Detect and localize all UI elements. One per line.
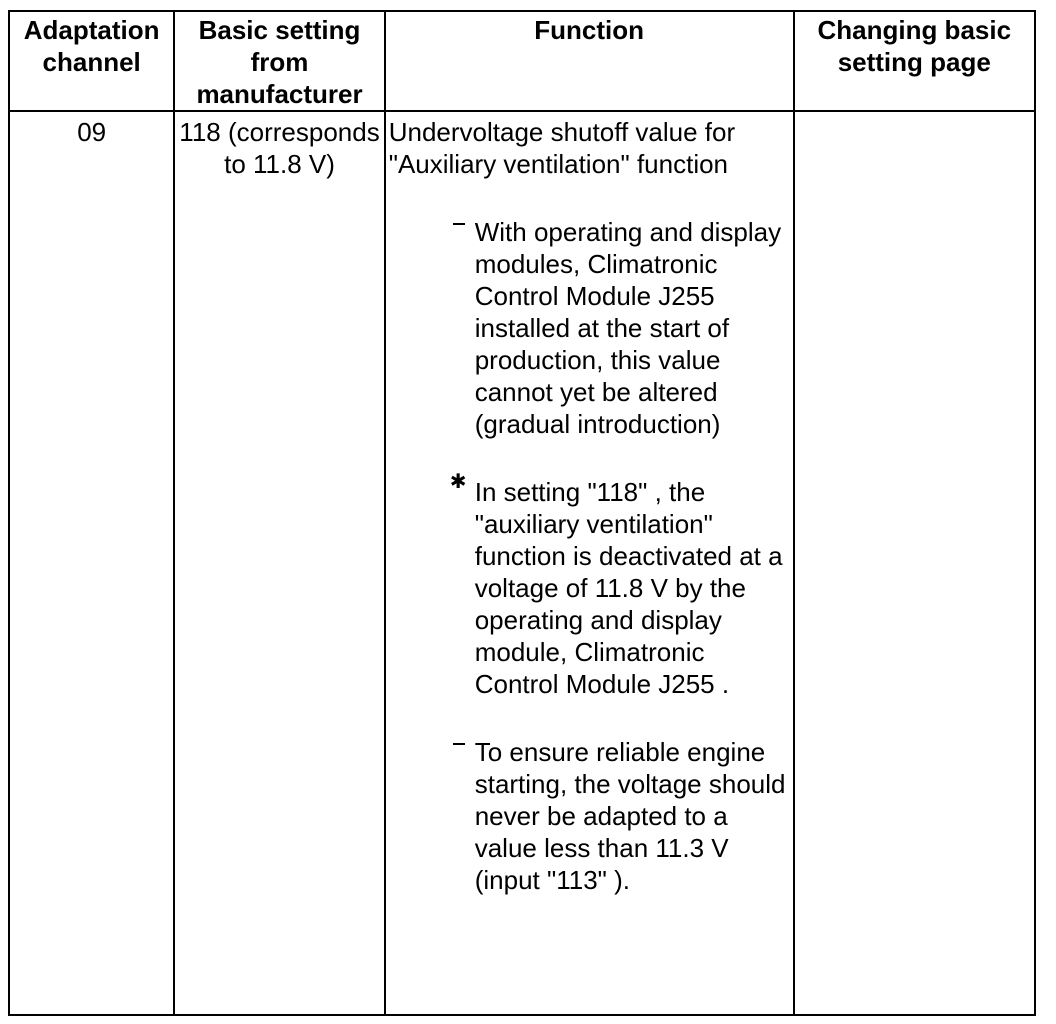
- header-row: [9, 11, 1035, 111]
- dash-bullet-icon: [453, 216, 471, 248]
- adaptation-table: [8, 10, 1036, 1016]
- function-cell: [385, 111, 794, 1015]
- function-item-text: In setting "118" , the "auxiliary ventilation" function is deactivated at a voltage of 11.8 V by the operating and display module, Climatronic Control Module J255 .: [474, 477, 783, 699]
- function-intro: Undervoltage shutoff value for "Auxiliary ventilation" function: [388, 117, 736, 179]
- table-body: [9, 111, 1035, 1015]
- header-function: Function: [385, 11, 794, 111]
- changing-page-cell: [794, 111, 1035, 1015]
- function-item-dash: [475, 216, 789, 440]
- function-item-star: [449, 471, 789, 700]
- table-row: [9, 111, 1035, 1015]
- header-changing-page: Changing basic setting page: [794, 11, 1035, 111]
- table-header: [9, 11, 1035, 111]
- function-item-text: To ensure reliable engine starting, the voltage should never be adapted to a value less than 11.3 V (input "113" ).: [474, 737, 786, 895]
- function-item-dash: [475, 736, 789, 896]
- channel-cell: 09: [9, 111, 174, 1015]
- dash-bullet-icon: [453, 736, 471, 768]
- header-adaptation-channel: Adaptation channel: [9, 11, 174, 111]
- function-item-text: With operating and display modules, Climatronic Control Module J255 installed at the start of production, this value cannot yet be altered (gradual introduction): [474, 217, 782, 439]
- star-bullet-icon: ✱: [449, 471, 467, 493]
- header-basic-setting: Basic setting from manufacturer: [174, 11, 384, 111]
- basic-setting-cell: 118 (corresponds to 11.8 V): [174, 111, 384, 1015]
